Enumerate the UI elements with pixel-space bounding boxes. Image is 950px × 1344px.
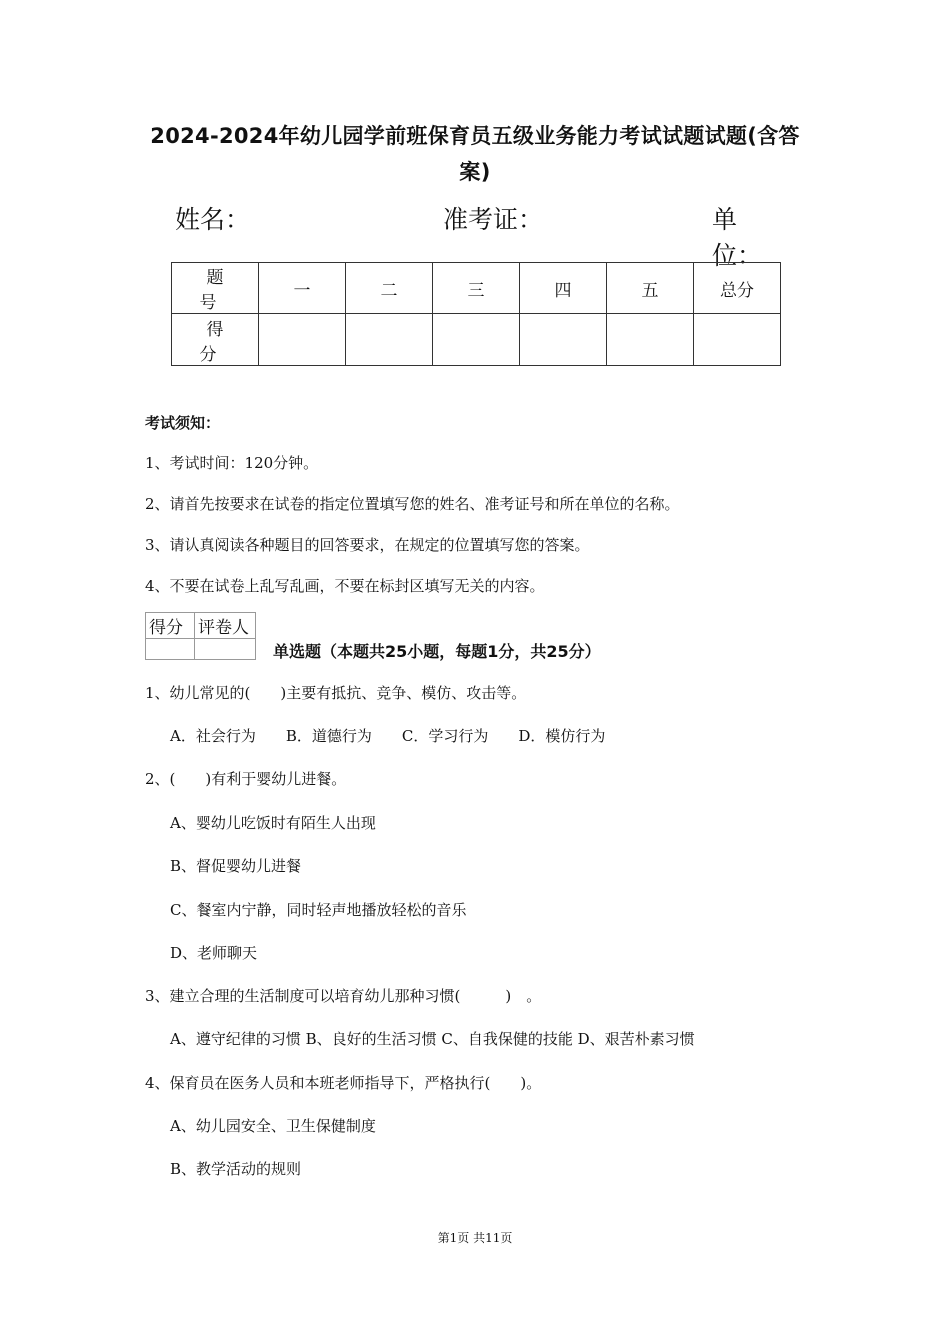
question-2-option-c: C、餐室内宁静，同时轻声地播放轻松的音乐 <box>170 901 467 919</box>
exam-title <box>130 118 820 190</box>
page-footer: 第1页 共11页 <box>437 1231 513 1245</box>
question-1-options: A．社会行为 B．道德行为 C．学习行为 D．模仿行为 <box>170 727 606 745</box>
notice-item: 1、考试时间：120分钟。 <box>145 454 319 472</box>
grader-score-label: 得分 <box>146 613 195 639</box>
grader-name-label: 评卷人 <box>195 613 256 639</box>
notice-item: 2、请首先按要求在试卷的指定位置填写您的姓名、准考证号和所在单位的名称。 <box>145 495 680 513</box>
score-table <box>171 262 781 366</box>
score-table-score-row <box>172 314 781 366</box>
question-3-options: A、遵守纪律的习惯 B、良好的生活习惯 C、自我保健的技能 D、艰苦朴素习惯 <box>170 1030 695 1048</box>
header-cell: 二 <box>346 263 433 314</box>
grader-box <box>145 612 256 660</box>
candidate-info <box>175 200 785 270</box>
title-line-2: 案) <box>459 160 491 184</box>
notice-heading: 考试须知： <box>145 414 221 432</box>
score-row-label: 得 分 <box>172 314 259 366</box>
score-cell <box>694 314 781 366</box>
score-cell <box>520 314 607 366</box>
score-cell <box>433 314 520 366</box>
title-line-1: 2024-2024年幼儿园学前班保育员五级业务能力考试试题试题(含答 <box>150 124 800 148</box>
header-cell: 总分 <box>694 263 781 314</box>
header-cell: 一 <box>259 263 346 314</box>
notice-item: 3、请认真阅读各种题目的回答要求，在规定的位置填写您的答案。 <box>145 536 590 554</box>
name-label: 姓名： <box>175 205 251 234</box>
header-cell: 三 <box>433 263 520 314</box>
question-2: 2、( )有利于婴幼儿进餐。 <box>145 770 347 788</box>
grader-score-cell <box>146 639 195 660</box>
header-cell: 四 <box>520 263 607 314</box>
question-4: 4、保育员在医务人员和本班老师指导下，严格执行( )。 <box>145 1074 542 1092</box>
score-cell <box>607 314 694 366</box>
question-1: 1、幼儿常见的( )主要有抵抗、竞争、模仿、攻击等。 <box>145 684 527 702</box>
question-2-option-d: D、老师聊天 <box>170 944 258 962</box>
score-cell <box>346 314 433 366</box>
ticket-label: 准考证： <box>443 205 544 234</box>
section-title: 单选题（本题共25小题，每题1分，共25分） <box>273 642 601 661</box>
unit-label: 单位： <box>712 205 763 270</box>
score-cell <box>259 314 346 366</box>
question-4-option-b: B、教学活动的规则 <box>170 1160 302 1178</box>
grader-name-cell <box>195 639 256 660</box>
header-cell: 题 号 <box>172 263 259 314</box>
notice-item: 4、不要在试卷上乱写乱画，不要在标封区填写无关的内容。 <box>145 577 545 595</box>
question-2-option-b: B、督促婴幼儿进餐 <box>170 857 302 875</box>
score-table-header-row <box>172 263 781 314</box>
question-3: 3、建立合理的生活制度可以培育幼儿那种习惯( ) 。 <box>145 987 542 1005</box>
question-4-option-a: A、幼儿园安全、卫生保健制度 <box>170 1117 376 1135</box>
header-cell: 五 <box>607 263 694 314</box>
question-2-option-a: A、婴幼儿吃饭时有陌生人出现 <box>170 814 376 832</box>
